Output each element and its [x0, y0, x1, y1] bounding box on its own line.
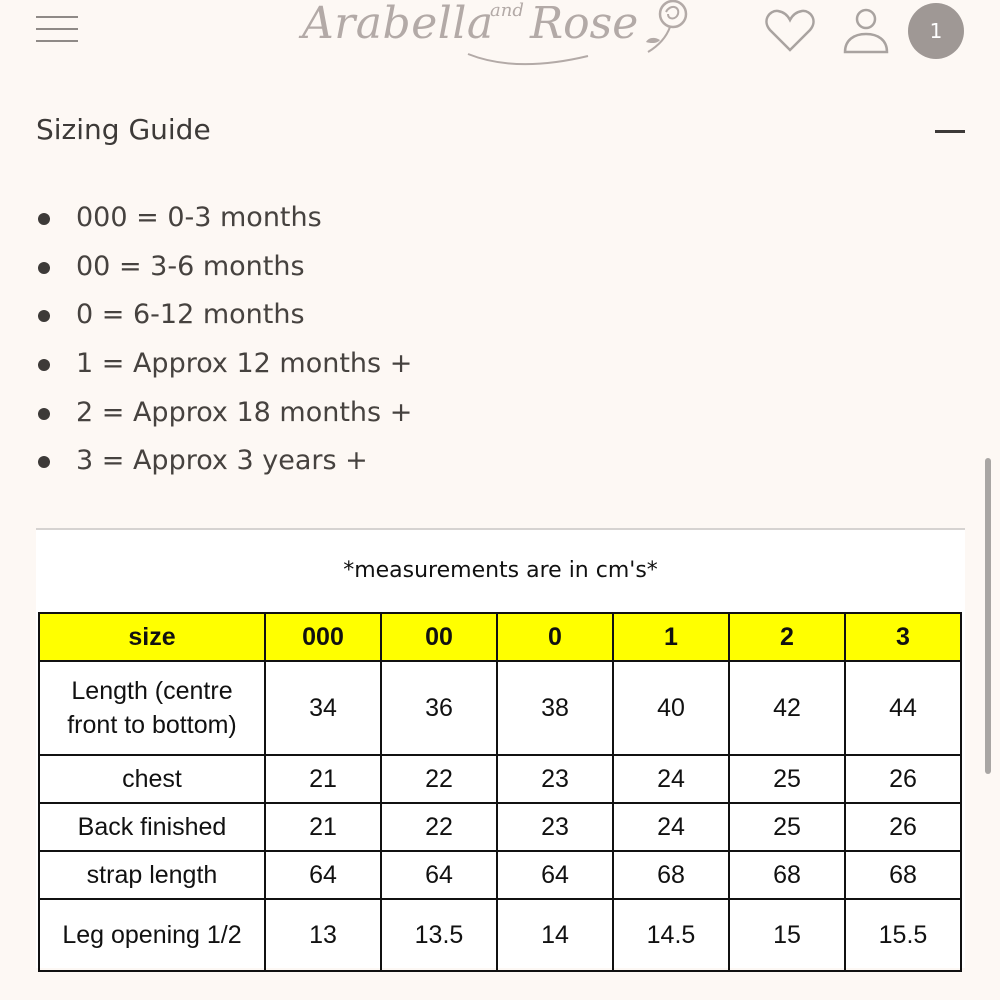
table-caption: *measurements are in cm's*: [343, 558, 658, 583]
table-cell: 21: [265, 803, 381, 851]
table-cell: 64: [381, 851, 497, 899]
logo-text-rose: Rose: [530, 0, 639, 49]
list-item: 000 = 0-3 months: [36, 194, 412, 243]
table-cell: 15: [729, 899, 845, 971]
bullet-icon: [38, 359, 50, 371]
list-item: 0 = 6-12 months: [36, 291, 412, 340]
logo-text-and: and: [490, 0, 524, 21]
table-cell: 44: [845, 661, 961, 755]
table-cell: 26: [845, 755, 961, 803]
rose-icon: [298, 0, 708, 68]
table-cell: 38: [497, 661, 613, 755]
logo-text-arabella: Arabella: [302, 0, 494, 49]
bullet-icon: [38, 262, 50, 274]
measurement-table-image: [36, 528, 965, 968]
table-cell: 14.5: [613, 899, 729, 971]
row-label: strap length: [39, 851, 265, 899]
header-cell: 3: [845, 613, 961, 661]
sizing-guide-title[interactable]: Sizing Guide: [36, 113, 211, 146]
table-cell: 15.5: [845, 899, 961, 971]
table-cell: 13.5: [381, 899, 497, 971]
list-item: 2 = Approx 18 months +: [36, 389, 412, 438]
table-cell: 13: [265, 899, 381, 971]
user-icon[interactable]: [842, 6, 890, 56]
table-row: [39, 803, 961, 851]
table-cell: 40: [613, 661, 729, 755]
table-cell: 68: [845, 851, 961, 899]
header-cell: 0: [497, 613, 613, 661]
table-cell: 64: [497, 851, 613, 899]
header-cell: 00: [381, 613, 497, 661]
table-cell: 14: [497, 899, 613, 971]
header-cell: 1: [613, 613, 729, 661]
header-cell: size: [39, 613, 265, 661]
brand-logo[interactable]: [298, 0, 708, 68]
table-row: [39, 851, 961, 899]
bullet-icon: [38, 213, 50, 225]
minus-icon[interactable]: [935, 130, 965, 133]
row-label: Leg opening 1/2: [39, 899, 265, 971]
cart-count-badge[interactable]: 1: [908, 3, 964, 59]
table-cell: 64: [265, 851, 381, 899]
list-item: 00 = 3-6 months: [36, 243, 412, 292]
header-cell: 2: [729, 613, 845, 661]
size-chart-table: [38, 612, 962, 972]
table-cell: 42: [729, 661, 845, 755]
bullet-icon: [38, 310, 50, 322]
header-cell: 000: [265, 613, 381, 661]
table-cell: 23: [497, 755, 613, 803]
table-cell: 34: [265, 661, 381, 755]
table-row: [39, 661, 961, 755]
table-cell: 26: [845, 803, 961, 851]
table-cell: 68: [613, 851, 729, 899]
heart-icon[interactable]: [764, 8, 816, 54]
scrollbar-thumb[interactable]: [985, 458, 991, 774]
table-cell: 24: [613, 803, 729, 851]
row-label: Back finished: [39, 803, 265, 851]
row-label: Length (centre front to bottom): [39, 661, 265, 755]
table-cell: 25: [729, 755, 845, 803]
table-row: [39, 755, 961, 803]
table-cell: 22: [381, 755, 497, 803]
list-item: 3 = Approx 3 years +: [36, 437, 412, 486]
bullet-icon: [38, 408, 50, 420]
hamburger-menu-icon[interactable]: [36, 16, 78, 44]
table-row: [39, 899, 961, 971]
table-cell: 24: [613, 755, 729, 803]
table-cell: 25: [729, 803, 845, 851]
bullet-icon: [38, 456, 50, 468]
list-item: 1 = Approx 12 months +: [36, 340, 412, 389]
table-cell: 23: [497, 803, 613, 851]
row-label: chest: [39, 755, 265, 803]
size-list: [36, 194, 412, 486]
table-cell: 21: [265, 755, 381, 803]
table-cell: 68: [729, 851, 845, 899]
table-header-row: [39, 613, 961, 661]
table-cell: 36: [381, 661, 497, 755]
table-cell: 22: [381, 803, 497, 851]
